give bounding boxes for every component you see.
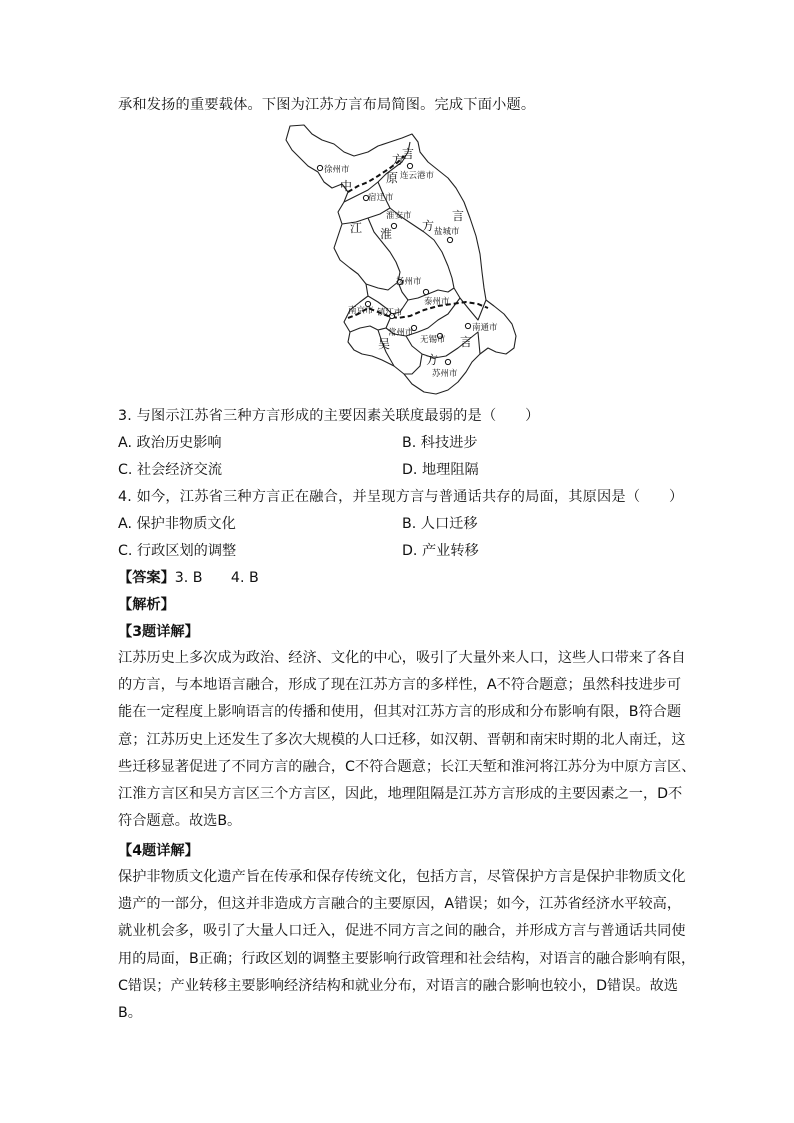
city-label: 常州市 [388,328,414,338]
question-3-stem: 3. 与图示江苏省三种方言形成的主要因素关联度最弱的是（ ） [118,408,540,424]
q3-detail-label: 【3题详解】 [118,624,199,640]
q3-detail-line: 的方言，与本地语言融合，形成了现在江苏方言的多样性，A不符合题意；虽然科技进步可 [118,677,682,694]
q4-detail-line: 就业机会多，吸引了大量人口迁入，促进不同方言之间的融合，并形成方言与普通话共同使 [118,923,686,940]
city-label: 南通市 [472,323,498,333]
answer-text: 3. B 4. B [174,570,259,586]
q4-detail-text [118,864,696,1027]
q4-option-a: A. 保护非物质文化 [118,516,236,532]
answer-line [118,569,259,587]
q3-detail-line: 意；江苏历史上还发生了多次大规模的人口迁移，如汉朝、晋朝和南宋时期的北人南迁，这 [118,731,686,748]
q4-detail-line: B。 [118,1005,142,1022]
city-label: 扬州市 [396,277,422,287]
q3-detail-line: 些迁移显著促进了不同方言的融合，C不符合题意；长江天堑和淮河将江苏分为中原方言区、 [118,758,696,775]
jiangsu-dialect-map [282,122,518,398]
inner-border [366,282,398,290]
question-4-stem: 4. 如今，江苏省三种方言正在融合，并呈现方言与普通话共存的局面，其原因是（ ） [118,489,684,505]
q3-option-a: A. 政治历史影响 [118,435,222,451]
dialect-char: 淮 [380,227,393,241]
q4-option-b: B. 人口迁移 [402,516,478,532]
dialect-char: 原 [386,171,399,185]
city-label: 无锡市 [420,335,446,345]
city-label: 镇江市 [377,308,403,318]
city-label: 盐城市 [434,227,460,237]
city-label: 淮安市 [386,211,412,221]
intro-text: 承和发扬的重要载体。下图为江苏方言布局简图。完成下面小题。 [118,97,536,113]
q4-detail-line: 用的局面，B正确；行政区划的调整主要影响行政管理和社会结构，对语言的融合影响有限， [118,950,696,967]
q4-detail-line: 遗产的一部分，但这并非造成方言融合的主要原因，A错误；如今，江苏省经济水平较高， [118,896,682,913]
dialect-char: 方 [422,219,435,233]
dialect-char: 言 [452,209,465,223]
q3-option-d: D. 地理阻隔 [402,462,479,478]
city-label: 泰州市 [424,297,450,307]
q3-detail-line: 能在一定程度上影响语言的传播和使用，但其对江苏方言的形成和分布影响有限，B符合题 [118,704,682,721]
city-label: 南京市 [348,306,374,316]
q4-detail-line: 保护非物质文化遗产旨在传承和保存传统文化，包括方言，尽管保护方言是保护非物质文化 [118,869,686,885]
q4-detail-line: C错误；产业转移主要影响经济结构和就业分布，对语言的融合影响也较小，D错误。故选 [118,977,678,994]
dialect-char: 江 [350,221,363,235]
city-label: 宿迁市 [368,193,394,203]
q3-detail-text [118,645,696,835]
city-label: 徐州市 [324,165,350,175]
q4-option-d: D. 产业转移 [402,543,479,559]
dialect-char: 言 [460,335,473,349]
analysis-label: 【解析】 [118,597,175,613]
dialect-char: 方 [392,153,405,167]
dialect-char: 中 [340,179,353,193]
inner-border [454,288,486,320]
city-label: 苏州市 [432,369,458,379]
dialect-char: 言 [402,147,415,161]
dialect-char: 方 [426,353,439,367]
q4-option-c: C. 行政区划的调整 [118,543,237,559]
answer-label: 【答案】 [118,570,175,586]
q3-detail-line: 江苏历史上多次成为政治、经济、文化的中心，吸引了大量外来人口，这些人口带来了各自 [118,650,686,666]
inner-border [404,354,422,374]
city-label: 连云港市 [400,171,435,181]
q3-option-c: C. 社会经济交流 [118,462,223,478]
q3-option-b: B. 科技进步 [402,435,478,451]
q3-detail-line: 江淮方言区和吴方言区三个方言区，因此，地理阻隔是江苏方言形成的主要因素之一，D不 [118,786,683,803]
q4-detail-label: 【4题详解】 [118,843,199,859]
dialect-char: 吴 [378,337,391,351]
q3-detail-line: 符合题意。故选B。 [118,813,242,830]
